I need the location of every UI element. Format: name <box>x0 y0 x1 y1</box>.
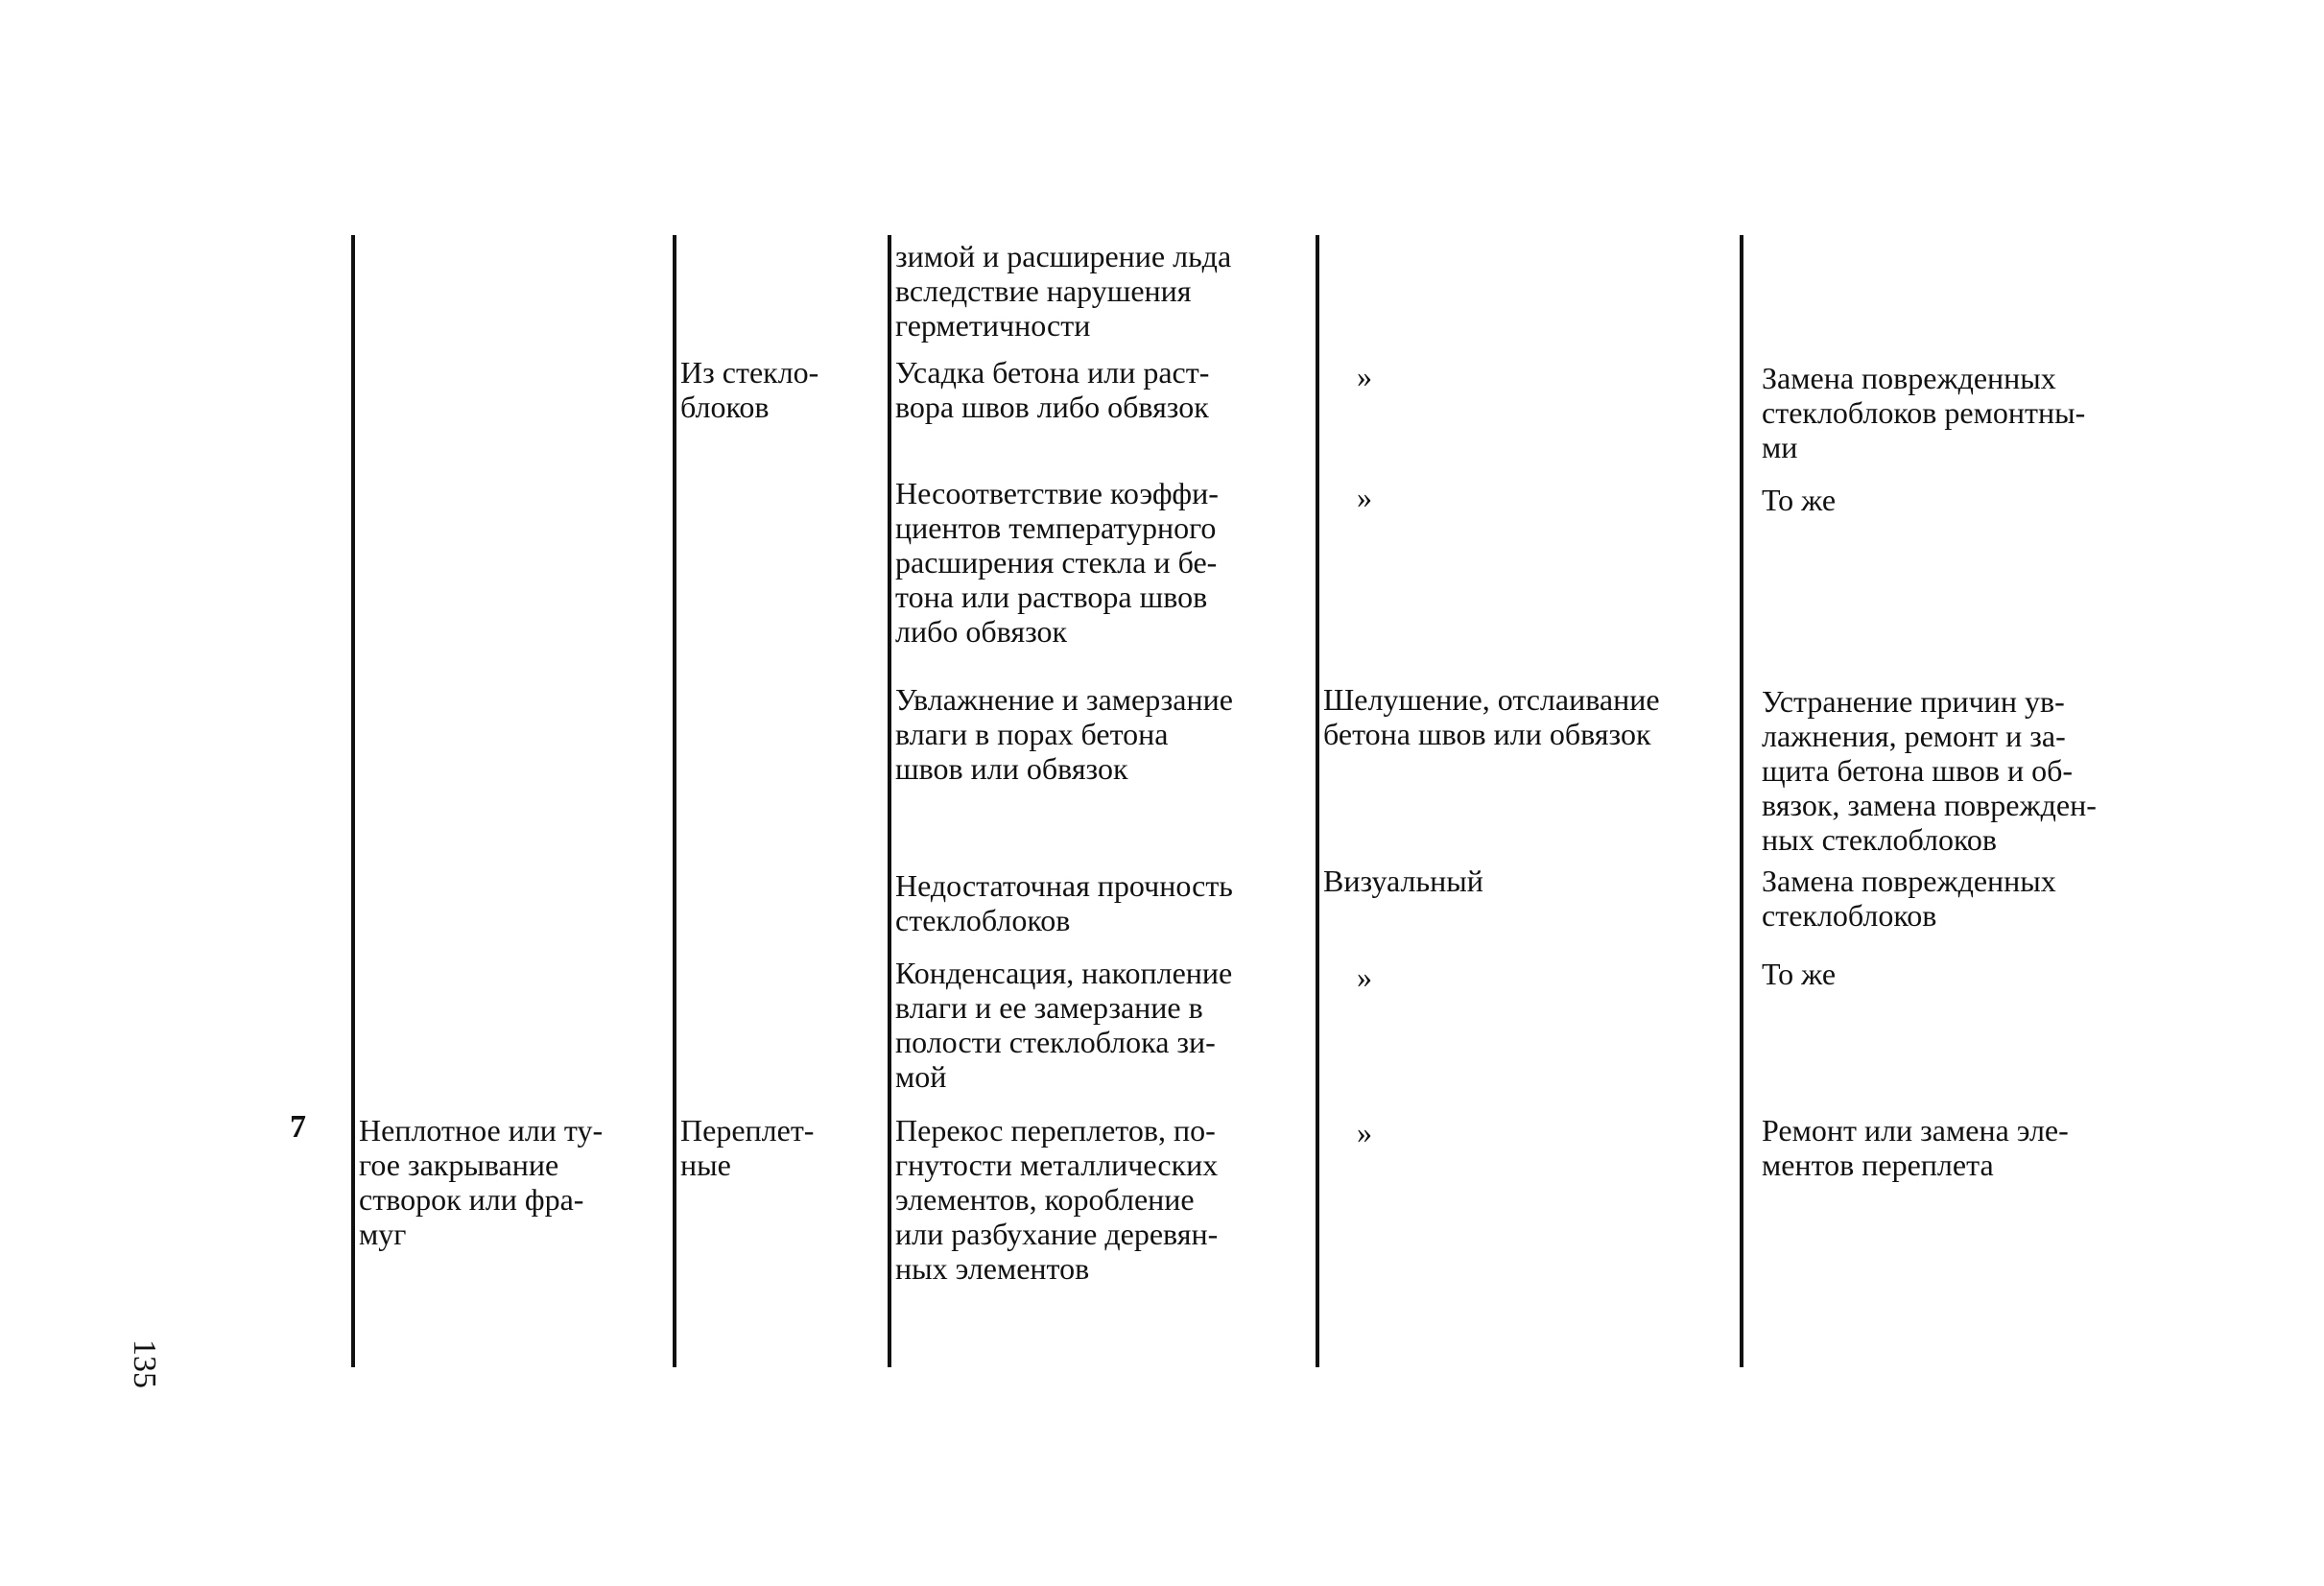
remedy-cell-mismatch: То же <box>1762 483 1837 517</box>
remedy-cell-condensation: То же <box>1762 957 1837 991</box>
sign-cell-warp: » <box>1357 1115 1372 1149</box>
row-number: 7 <box>290 1109 306 1145</box>
type-cell-glass-blocks: Из стекло- блоков <box>680 355 819 424</box>
remedy-cell-warp: Ремонт или замена эле- ментов переплета <box>1762 1113 2069 1182</box>
defect-cell-row7: Неплотное или ту- гое закрывание створок или фра- муг <box>359 1113 604 1251</box>
sign-cell-moisture: Шелушение, отслаивание бетона швов или обвязок <box>1323 682 1660 751</box>
table-rule-5 <box>1740 235 1743 1367</box>
cause-cell-condensation: Конденсация, накопление влаги и ее замерзание в полости стеклоблока зи- мой <box>895 956 1233 1094</box>
cause-cell-shrinkage: Усадка бетона или раст- вора швов либо обвязок <box>895 355 1210 424</box>
page-number: 135 <box>127 1339 162 1388</box>
sign-cell-condensation: » <box>1357 959 1372 994</box>
sign-cell-shrinkage: » <box>1357 359 1372 393</box>
table-rule-4 <box>1316 235 1319 1367</box>
cause-cell-strength: Недостаточная прочность стеклоблоков <box>895 868 1233 937</box>
type-cell-sashes: Переплет- ные <box>680 1113 815 1182</box>
cause-cell-ice: зимой и расширение льда вследствие нарушения герметичности <box>895 239 1232 343</box>
cause-cell-moisture: Увлажнение и замерзание влаги в порах бетона швов или обвязок <box>895 682 1233 786</box>
remedy-cell-moisture: Устранение причин ув- лажнения, ремонт и за- щита бетона швов и об- вязок, замена поврежден- ных стеклоблоков <box>1762 684 2097 857</box>
sign-cell-mismatch: » <box>1357 480 1372 514</box>
cause-cell-mismatch: Несоответствие коэффи- циентов температурного расширения стекла и бе- тона или раствора швов либо обвязок <box>895 476 1219 649</box>
table-rule-1 <box>351 235 355 1367</box>
remedy-cell-shrinkage: Замена поврежденных стеклоблоков ремонтны- ми <box>1762 361 2086 464</box>
remedy-cell-strength: Замена поврежденных стеклоблоков <box>1762 864 2056 933</box>
cause-cell-warp: Перекос переплетов, по- гнутости металлических элементов, коробление или разбухание деревян- ных элементов <box>895 1113 1219 1286</box>
sign-cell-strength: Визуальный <box>1323 864 1483 898</box>
table-rule-2 <box>673 235 676 1367</box>
table-rule-3 <box>888 235 891 1367</box>
